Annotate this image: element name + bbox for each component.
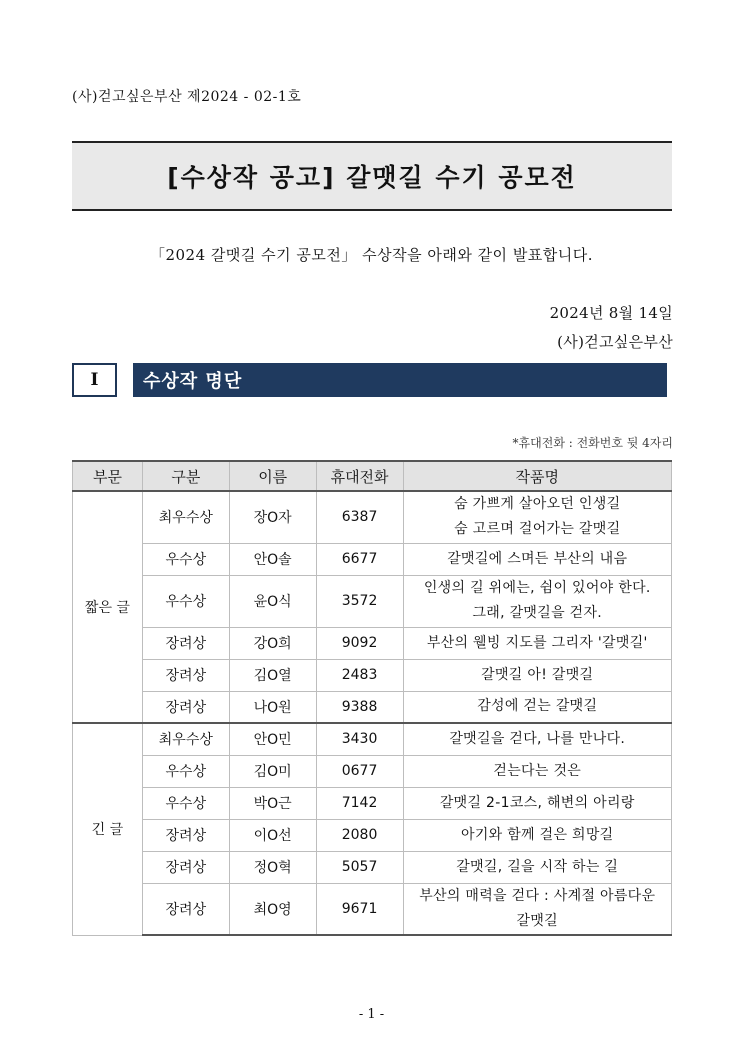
award-cell: 우수상 xyxy=(142,755,229,787)
table-row xyxy=(73,883,672,935)
work-title-line: 갈맷길을 걷다, 나를 만나다. xyxy=(449,730,626,747)
table-row xyxy=(73,491,672,543)
header-award: 구분 xyxy=(142,461,229,491)
name-cell: 강O희 xyxy=(229,627,316,659)
award-cell: 최우수상 xyxy=(142,723,229,755)
awards-table-body xyxy=(73,491,672,935)
name-cell: 장O자 xyxy=(229,491,316,543)
work-title-line: 그래, 갈맷길을 걷자. xyxy=(472,605,603,621)
phone-cell: 6387 xyxy=(316,491,403,543)
work-title-cell xyxy=(403,755,671,787)
work-title-line: 감성에 걷는 갈맷길 xyxy=(477,698,598,715)
phone-cell: 0677 xyxy=(316,755,403,787)
work-title-line: 갈맷길 xyxy=(516,912,558,929)
work-title-cell xyxy=(403,627,671,659)
phone-cell: 3572 xyxy=(316,575,403,627)
section-number: I xyxy=(72,363,117,397)
work-title-cell xyxy=(403,819,671,851)
name-cell: 김O미 xyxy=(229,755,316,787)
table-row xyxy=(73,723,672,755)
work-title-line: 아기와 함께 걸은 희망길 xyxy=(461,826,614,843)
award-cell: 우수상 xyxy=(142,575,229,627)
header-work: 작품명 xyxy=(403,461,671,491)
work-title-line: 부산의 매력을 걷다 : 사계절 아름다운 xyxy=(419,887,656,904)
table-row xyxy=(73,691,672,723)
phone-cell: 3430 xyxy=(316,723,403,755)
page-number: - 1 - xyxy=(358,1007,385,1022)
table-row xyxy=(73,543,672,575)
award-cell: 우수상 xyxy=(142,787,229,819)
document-number: (사)걷고싶은부산 제2024 - 02-1호 xyxy=(72,89,302,105)
name-cell: 안O솔 xyxy=(229,543,316,575)
work-title-line: 갈맷길 2-1코스, 해변의 아리랑 xyxy=(439,794,635,811)
organization-name: (사)걷고싶은부산 xyxy=(557,333,673,351)
phone-cell: 5057 xyxy=(316,851,403,883)
table-row xyxy=(73,659,672,691)
name-cell: 윤O식 xyxy=(229,575,316,627)
work-title-cell xyxy=(403,787,671,819)
name-cell: 김O열 xyxy=(229,659,316,691)
work-title-cell xyxy=(403,691,671,723)
header-phone: 휴대전화 xyxy=(316,461,403,491)
work-title-cell xyxy=(403,491,671,543)
award-cell: 최우수상 xyxy=(142,491,229,543)
category-cell: 긴 글 xyxy=(73,723,143,935)
award-cell: 장려상 xyxy=(142,819,229,851)
table-row xyxy=(73,755,672,787)
name-cell: 정O혁 xyxy=(229,851,316,883)
table-header-row xyxy=(73,461,672,491)
phone-cell: 2080 xyxy=(316,819,403,851)
award-cell: 장려상 xyxy=(142,883,229,935)
table-row xyxy=(73,627,672,659)
work-title-line: 숨 가쁘게 살아오던 인생길 xyxy=(454,496,621,513)
table-row xyxy=(73,851,672,883)
work-title-line: 인생의 길 위에는, 쉼이 있어야 한다. xyxy=(423,580,651,596)
name-cell: 최O영 xyxy=(229,883,316,935)
work-title-line: 숨 고르며 걸어가는 갈맷길 xyxy=(454,521,621,538)
award-cell: 장려상 xyxy=(142,851,229,883)
section-title: 수상작 명단 xyxy=(133,363,667,397)
category-cell: 짧은 글 xyxy=(73,491,143,723)
name-cell: 안O민 xyxy=(229,723,316,755)
phone-cell: 6677 xyxy=(316,543,403,575)
work-title-line: 갈맷길에 스며든 부산의 내음 xyxy=(447,550,628,567)
phone-cell: 9388 xyxy=(316,691,403,723)
award-cell: 장려상 xyxy=(142,627,229,659)
work-title-cell xyxy=(403,659,671,691)
header-category: 부문 xyxy=(73,461,143,491)
award-cell: 우수상 xyxy=(142,543,229,575)
work-title-cell xyxy=(403,883,671,935)
page-title: [수상작 공고] 갈맷길 수기 공모전 xyxy=(167,163,577,192)
work-title-cell xyxy=(403,543,671,575)
work-title-cell xyxy=(403,723,671,755)
phone-cell: 9092 xyxy=(316,627,403,659)
name-cell: 나O원 xyxy=(229,691,316,723)
work-title-line: 갈맷길 아! 갈맷길 xyxy=(481,666,594,683)
work-title-line: 걷는다는 것은 xyxy=(493,762,582,779)
name-cell: 박O근 xyxy=(229,787,316,819)
name-cell: 이O선 xyxy=(229,819,316,851)
work-title-cell xyxy=(403,575,671,627)
work-title-line: 부산의 웰빙 지도를 그리자 '갈맷길' xyxy=(426,634,648,651)
intro-text: 「2024 갈맷길 수기 공모전」 수상작을 아래와 같이 발표합니다. xyxy=(149,246,594,264)
work-title-line: 갈맷길, 길을 시작 하는 길 xyxy=(456,858,619,875)
announcement-date: 2024년 8월 14일 xyxy=(549,304,673,322)
award-cell: 장려상 xyxy=(142,691,229,723)
title-banner xyxy=(72,141,672,211)
phone-cell: 2483 xyxy=(316,659,403,691)
work-title-cell xyxy=(403,851,671,883)
award-cell: 장려상 xyxy=(142,659,229,691)
awards-table xyxy=(72,460,672,936)
header-name: 이름 xyxy=(229,461,316,491)
table-row xyxy=(73,575,672,627)
phone-cell: 9671 xyxy=(316,883,403,935)
phone-cell: 7142 xyxy=(316,787,403,819)
phone-note: *휴대전화 : 전화번호 뒷 4자리 xyxy=(512,436,673,450)
table-row xyxy=(73,787,672,819)
table-row xyxy=(73,819,672,851)
